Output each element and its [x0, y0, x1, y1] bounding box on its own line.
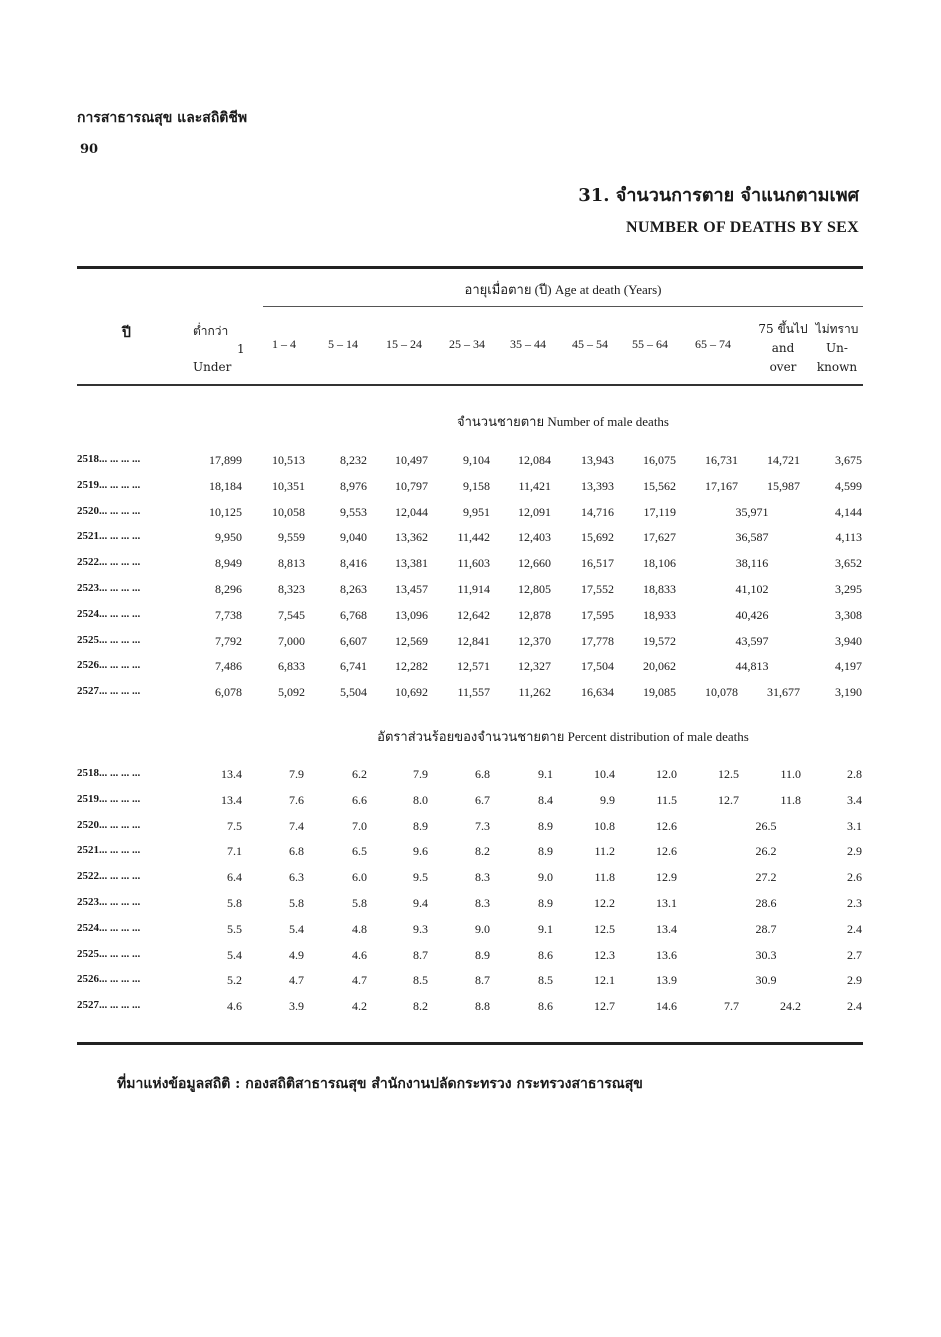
table-cell: 9.0	[538, 870, 553, 885]
percent-row-2522	[0, 870, 941, 894]
table-cell: 11,442	[457, 530, 490, 545]
table-cell: 17,778	[581, 633, 614, 648]
table-cell: 6.8	[475, 767, 490, 781]
table-cell: 17,119	[643, 504, 676, 519]
under-1-column-header	[193, 322, 245, 376]
table-cell: 13.4	[221, 792, 242, 807]
table-cell: 9.5	[413, 870, 428, 885]
table-cell: 5.4	[289, 921, 304, 936]
table-cell: 20,062	[643, 659, 676, 674]
table-cell: 9,950	[215, 530, 242, 545]
year-label: 2523... ... ... ...	[77, 896, 141, 908]
table-cell: 13,381	[395, 556, 428, 571]
table-cell: 11.0	[780, 767, 801, 781]
running-head: การสาธารณสุข และสถิติชีพ	[77, 110, 248, 126]
table-cell: 13,457	[395, 582, 428, 596]
table-cell: 6,607	[340, 633, 367, 648]
merged-65-plus-cell: 36,587	[735, 530, 769, 545]
table-cell: 31,677	[767, 685, 800, 700]
table-cell: 18,184	[209, 478, 242, 493]
table-cell: 9,553	[340, 504, 367, 519]
table-cell: 8.9	[538, 818, 553, 833]
merged-65-plus-cell: 26.5	[755, 818, 777, 833]
count-row-2526	[0, 659, 941, 683]
year-label: 2527... ... ... ...	[77, 999, 141, 1012]
table-cell: 12.9	[656, 870, 677, 885]
table-cell: 15,692	[581, 530, 614, 545]
table-cell: 12,805	[518, 582, 551, 596]
table-cell: 8.6	[538, 999, 553, 1014]
table-cell: 7.4	[289, 818, 304, 833]
table-cell: 16,517	[581, 556, 614, 571]
source-note: ที่มาแห่งข้อมูลสถิติ : กองสถิติสาธารณสุข สำนักงานปลัดกระทรวง กระทรวงสาธารณสุข	[117, 1076, 643, 1092]
table-cell: 13.6	[656, 947, 677, 962]
count-row-2520	[0, 505, 941, 529]
table-cell: 12,642	[457, 607, 490, 622]
merged-65-plus-cell: 26.2	[755, 844, 777, 859]
age-header-3: 25 – 34	[449, 337, 485, 351]
percent-row-2519	[0, 793, 941, 817]
table-cell: 12.7	[718, 792, 739, 807]
unknown-known-label: known	[816, 360, 858, 374]
table-cell: 8,263	[340, 582, 367, 596]
table-cell: 4,197	[835, 659, 862, 674]
table-cell: 5.4	[227, 947, 242, 962]
table-cell: 6.3	[289, 870, 304, 885]
table-cell: 2.8	[847, 767, 862, 781]
spanner-rule	[263, 306, 863, 307]
table-cell: 11,262	[518, 685, 551, 700]
percent-row-2523	[0, 896, 941, 920]
table-cell: 12.3	[594, 947, 615, 962]
table-cell: 10,058	[272, 504, 305, 519]
table-cell: 8.2	[475, 844, 490, 859]
under-num-label: 1	[237, 342, 245, 356]
table-cell: 6.2	[352, 767, 367, 781]
table-cell: 6,768	[340, 607, 367, 622]
percent-row-2521	[0, 844, 941, 868]
table-cell: 16,731	[705, 453, 738, 467]
table-cell: 14.6	[656, 999, 677, 1014]
table-cell: 6,078	[215, 685, 242, 700]
table-cell: 9,559	[278, 530, 305, 545]
table-cell: 12,044	[395, 504, 428, 519]
table-cell: 3,295	[835, 582, 862, 596]
year-label: 2520... ... ... ...	[77, 504, 141, 517]
table-cell: 8,949	[215, 556, 242, 571]
table-cell: 8.0	[413, 792, 428, 807]
merged-65-plus-cell: 30.9	[755, 973, 777, 988]
table-cell: 3.4	[847, 792, 862, 807]
year-label: 2519... ... ... ...	[77, 792, 141, 805]
year-label: 2525... ... ... ...	[77, 947, 141, 960]
table-cell: 16,075	[643, 453, 676, 467]
table-cell: 8.5	[413, 973, 428, 988]
unknown-column-header	[806, 320, 868, 377]
table-title-english: NUMBER OF DEATHS BY SEX	[625, 219, 859, 236]
table-cell: 7.7	[724, 999, 739, 1014]
table-cell: 3,308	[835, 607, 862, 622]
table-cell: 8.5	[538, 973, 553, 988]
table-cell: 6.4	[227, 870, 242, 885]
table-cell: 10.4	[594, 767, 615, 781]
table-cell: 7,792	[215, 633, 242, 648]
table-cell: 11,557	[457, 685, 490, 700]
table-cell: 17,552	[581, 582, 614, 596]
table-cell: 8,296	[215, 582, 242, 596]
table-cell: 12,569	[395, 633, 428, 648]
table-cell: 6,833	[278, 659, 305, 674]
table-cell: 11.2	[594, 844, 615, 859]
table-cell: 13,362	[395, 530, 428, 545]
count-row-2523	[0, 582, 941, 606]
table-cell: 7.6	[289, 792, 304, 807]
table-cell: 8.7	[413, 947, 428, 962]
table-cell: 12,878	[518, 607, 551, 622]
table-cell: 12.5	[718, 767, 739, 781]
table-cell: 12,091	[518, 504, 551, 519]
table-cell: 12.6	[656, 844, 677, 859]
table-cell: 10,125	[209, 504, 242, 519]
table-cell: 2.9	[847, 973, 862, 988]
table-cell: 10,692	[395, 685, 428, 700]
year-label: 2527... ... ... ...	[77, 685, 141, 698]
table-cell: 17,595	[581, 607, 614, 622]
age-header-5: 45 – 54	[572, 337, 608, 351]
table-cell: 11,603	[457, 556, 490, 571]
count-row-2525	[0, 634, 941, 658]
table-cell: 8.3	[475, 870, 490, 885]
percent-row-2518	[0, 767, 941, 791]
table-cell: 11,421	[518, 478, 551, 493]
under-th-label: ต่ำกว่า	[193, 324, 229, 338]
table-cell: 8.4	[538, 792, 553, 807]
table-cell: 2.9	[847, 844, 862, 859]
year-label: 2525... ... ... ...	[77, 633, 141, 646]
table-cell: 8.8	[475, 999, 490, 1014]
table-cell: 4.9	[289, 947, 304, 962]
table-cell: 7,738	[215, 607, 242, 622]
table-cell: 4.2	[352, 999, 367, 1014]
table-cell: 6,741	[340, 659, 367, 674]
count-row-2519	[0, 479, 941, 503]
table-cell: 17,504	[581, 659, 614, 674]
table-cell: 7.5	[227, 818, 242, 833]
table-cell: 12,370	[518, 633, 551, 648]
section-title-percent: อัตราส่วนร้อยของจำนวนชายตาย Percent distribution of male deaths	[377, 729, 749, 744]
table-cell: 12.2	[594, 896, 615, 910]
table-cell: 8.2	[413, 999, 428, 1014]
table-cell: 7.9	[413, 767, 428, 781]
table-cell: 12.7	[594, 999, 615, 1014]
table-cell: 18,833	[643, 582, 676, 596]
table-cell: 5.8	[227, 896, 242, 910]
year-label: 2523... ... ... ...	[77, 582, 141, 594]
table-cell: 2.4	[847, 999, 862, 1014]
year-label: 2518... ... ... ...	[77, 453, 141, 465]
table-cell: 9.4	[413, 896, 428, 910]
year-label: 2521... ... ... ...	[77, 844, 141, 857]
table-cell: 10,797	[395, 478, 428, 493]
percent-row-2525	[0, 948, 941, 972]
table-cell: 7,486	[215, 659, 242, 674]
year-label: 2526... ... ... ...	[77, 659, 141, 672]
percent-row-2527	[0, 999, 941, 1023]
table-cell: 9,040	[340, 530, 367, 545]
table-bottom-rule	[77, 1042, 863, 1045]
table-cell: 12,841	[457, 633, 490, 648]
section-title-counts: จำนวนชายตาย Number of male deaths	[457, 414, 669, 429]
table-cell: 6.6	[352, 792, 367, 807]
table-cell: 12,282	[395, 659, 428, 674]
table-cell: 8,813	[278, 556, 305, 571]
table-cell: 10,497	[395, 453, 428, 467]
year-label: 2524... ... ... ...	[77, 607, 141, 620]
table-cell: 5,504	[340, 685, 367, 700]
table-cell: 2.4	[847, 921, 862, 936]
table-cell: 9.0	[475, 921, 490, 936]
percent-row-2524	[0, 922, 941, 946]
count-row-2522	[0, 556, 941, 580]
table-cell: 8,976	[340, 478, 367, 493]
table-cell: 6.5	[352, 844, 367, 859]
table-cell: 11,914	[457, 582, 490, 596]
table-cell: 8,416	[340, 556, 367, 571]
year-label: 2518... ... ... ...	[77, 767, 141, 779]
table-cell: 5.8	[352, 896, 367, 910]
table-cell: 13,096	[395, 607, 428, 622]
table-cell: 14,721	[767, 453, 800, 467]
count-row-2524	[0, 608, 941, 632]
table-cell: 7,000	[278, 633, 305, 648]
table-cell: 3.9	[289, 999, 304, 1014]
merged-65-plus-cell: 40,426	[735, 607, 769, 622]
table-cell: 12.1	[594, 973, 615, 988]
table-cell: 19,085	[643, 685, 676, 700]
age-header-7: 65 – 74	[695, 337, 731, 351]
table-cell: 13.1	[656, 896, 677, 910]
table-cell: 9.1	[538, 921, 553, 936]
merged-65-plus-cell: 41,102	[735, 582, 769, 596]
table-cell: 9,951	[463, 504, 490, 519]
table-cell: 11.8	[780, 792, 801, 807]
count-row-2527	[0, 685, 941, 709]
table-cell: 12,327	[518, 659, 551, 674]
table-cell: 12,571	[457, 659, 490, 674]
table-cell: 3,190	[835, 685, 862, 700]
table-cell: 12.6	[656, 818, 677, 833]
table-cell: 8.9	[475, 947, 490, 962]
table-cell: 8.9	[413, 818, 428, 833]
age-header-1: 5 – 14	[328, 337, 358, 351]
table-cell: 9.3	[413, 921, 428, 936]
table-cell: 13,393	[581, 478, 614, 493]
table-cell: 8.9	[538, 896, 553, 910]
table-cell: 4.8	[352, 921, 367, 936]
age-header-0: 1 – 4	[272, 337, 296, 351]
table-cell: 18,106	[643, 556, 676, 571]
table-cell: 10,351	[272, 478, 305, 493]
table-cell: 2.3	[847, 896, 862, 910]
table-cell: 3,675	[835, 453, 862, 467]
table-cell: 24.2	[780, 999, 801, 1014]
age-header-4: 35 – 44	[510, 337, 546, 351]
table-cell: 5.8	[289, 896, 304, 910]
age-spanner-header: อายุเมื่อตาย (ปี) Age at death (Years)	[464, 282, 662, 297]
table-cell: 15,987	[767, 478, 800, 493]
table-cell: 3,940	[835, 633, 862, 648]
table-cell: 6.8	[289, 844, 304, 859]
table-cell: 10,513	[272, 453, 305, 467]
table-cell: 9.1	[538, 767, 553, 781]
table-cell: 13.9	[656, 973, 677, 988]
table-cell: 7.9	[289, 767, 304, 781]
table-cell: 5.5	[227, 921, 242, 936]
table-cell: 8.9	[538, 844, 553, 859]
table-cell: 7.3	[475, 818, 490, 833]
table-cell: 9,158	[463, 478, 490, 493]
table-cell: 4.6	[227, 999, 242, 1014]
table-cell: 12,084	[518, 453, 551, 467]
table-cell: 9,104	[463, 453, 490, 467]
table-cell: 11.8	[594, 870, 615, 885]
table-cell: 6.7	[475, 792, 490, 807]
table-cell: 12,403	[518, 530, 551, 545]
year-label: 2520... ... ... ...	[77, 818, 141, 831]
table-cell: 18,933	[643, 607, 676, 622]
year-label: 2526... ... ... ...	[77, 973, 141, 986]
table-cell: 15,562	[643, 478, 676, 493]
merged-65-plus-cell: 28.7	[755, 921, 777, 936]
table-cell: 4.7	[352, 973, 367, 988]
table-cell: 5,092	[278, 685, 305, 700]
table-cell: 16,634	[581, 685, 614, 700]
table-cell: 19,572	[643, 633, 676, 648]
table-cell: 6.0	[352, 870, 367, 885]
over75-th-label: 75 ขึ้นไป	[758, 322, 808, 336]
merged-65-plus-cell: 35,971	[735, 504, 769, 519]
table-cell: 7.0	[352, 818, 367, 833]
table-cell: 9.6	[413, 844, 428, 859]
table-cell: 3,652	[835, 556, 862, 571]
year-label: 2521... ... ... ...	[77, 530, 141, 543]
merged-65-plus-cell: 27.2	[755, 870, 777, 885]
age-header-2: 15 – 24	[386, 337, 422, 351]
table-top-rule	[77, 266, 863, 269]
table-cell: 5.2	[227, 973, 242, 988]
table-cell: 12.0	[656, 767, 677, 781]
table-cell: 12,660	[518, 556, 551, 571]
table-cell: 8.6	[538, 947, 553, 962]
unknown-th-label: ไม่ทราบ	[815, 322, 859, 336]
table-cell: 4.7	[289, 973, 304, 988]
table-cell: 13.4	[221, 767, 242, 781]
count-row-2518	[0, 453, 941, 477]
table-cell: 8.7	[475, 973, 490, 988]
table-cell: 3.1	[847, 818, 862, 833]
year-column-header: ปี	[122, 325, 131, 341]
table-cell: 7.1	[227, 844, 242, 859]
table-cell: 10.8	[594, 818, 615, 833]
merged-65-plus-cell: 43,597	[735, 633, 769, 648]
table-cell: 14,716	[581, 504, 614, 519]
percent-row-2520	[0, 819, 941, 843]
under-en-label: Under	[193, 360, 232, 374]
table-cell: 13,943	[581, 453, 614, 467]
table-cell: 10,078	[705, 685, 738, 700]
table-cell: 11.5	[656, 792, 677, 807]
table-cell: 8.3	[475, 896, 490, 910]
over75-over-label: over	[769, 360, 797, 374]
merged-65-plus-cell: 30.3	[755, 947, 777, 962]
age-header-6: 55 – 64	[632, 337, 668, 351]
year-label: 2522... ... ... ...	[77, 556, 141, 569]
percent-row-2526	[0, 973, 941, 997]
header-bottom-rule	[77, 384, 863, 386]
table-cell: 9.9	[600, 792, 615, 807]
table-cell: 4.6	[352, 947, 367, 962]
merged-65-plus-cell: 44,813	[735, 659, 769, 674]
year-label: 2524... ... ... ...	[77, 921, 141, 934]
unknown-un-label: Un-	[826, 341, 848, 355]
table-cell: 17,167	[705, 478, 738, 493]
table-cell: 17,899	[209, 453, 242, 467]
over75-and-label: and	[771, 341, 795, 355]
table-title-thai: 31. จำนวนการตาย จำแนกตามเพศ	[578, 185, 859, 206]
merged-65-plus-cell: 38,116	[735, 556, 769, 571]
table-cell: 4,113	[835, 530, 862, 545]
table-cell: 4,599	[835, 478, 862, 493]
merged-65-plus-cell: 28.6	[755, 896, 777, 910]
table-cell: 13.4	[656, 921, 677, 936]
table-cell: 2.6	[847, 870, 862, 885]
page-number: 90	[80, 142, 99, 157]
table-cell: 8,232	[340, 453, 367, 467]
table-cell: 7,545	[278, 607, 305, 622]
table-cell: 17,627	[643, 530, 676, 545]
table-cell: 2.7	[847, 947, 862, 962]
count-row-2521	[0, 530, 941, 554]
table-cell: 4,144	[835, 504, 862, 519]
year-label: 2519... ... ... ...	[77, 478, 141, 491]
table-cell: 12.5	[594, 921, 615, 936]
year-label: 2522... ... ... ...	[77, 870, 141, 883]
table-cell: 8,323	[278, 582, 305, 596]
